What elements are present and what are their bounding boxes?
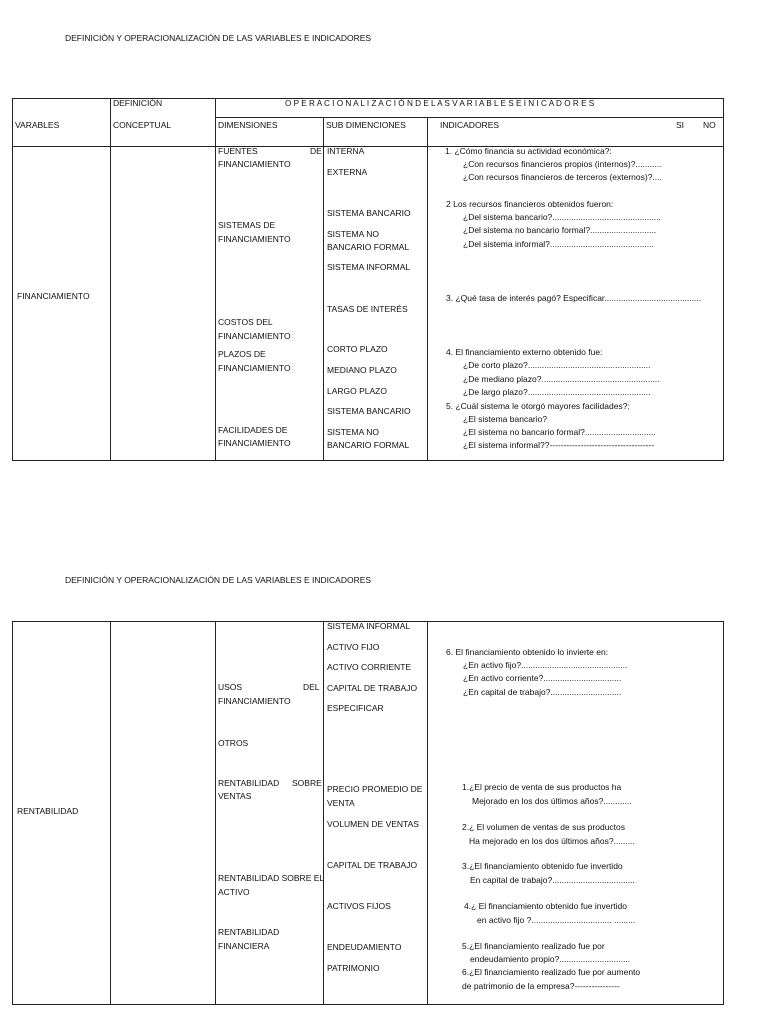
column-divider [427, 621, 428, 1005]
indicator-text: 2 Los recursos financieros obtenidos fueron: [446, 199, 614, 209]
dimension-label: USOS [218, 682, 243, 692]
column-divider [323, 118, 324, 461]
header-variables: VARABLES [15, 120, 60, 130]
dimension-label: FINANCIAMIENTO [218, 159, 291, 169]
indicator-text: 6.¿El financiamiento realizado fue por aumento [462, 967, 641, 977]
subdimension-label: ACTIVO CORRIENTE [327, 662, 412, 672]
row-divider [215, 117, 724, 118]
variable-label: RENTABILIDAD [17, 806, 79, 816]
column-divider [215, 98, 216, 461]
indicator-text: ¿Con recursos financieros de terceros (externos)?.... [463, 172, 662, 182]
indicator-text: ¿El sistema bancario? [463, 414, 548, 424]
indicator-text: 1.¿El precio de venta de sus productos ha [462, 782, 622, 792]
indicator-text: 4. El financiamiento externo obtenido fue: [446, 347, 603, 357]
column-divider [323, 621, 324, 1005]
indicator-text: ¿De largo plazo?.................................................... [463, 387, 651, 397]
column-divider [215, 621, 216, 1005]
indicator-text: ¿El sistema no bancario formal?.............................. [463, 427, 656, 437]
subdimension-label: BANCARIO FORMAL [327, 440, 410, 450]
indicator-text: 5. ¿Cuál sistema le otorgó mayores facilidades?: [446, 401, 630, 411]
indicator-text: Ha mejorado en los dos últimos años?......... [469, 836, 635, 846]
subdimension-label: EXTERNA [327, 167, 368, 177]
subdimension-label: CORTO PLAZO [327, 344, 388, 354]
dimension-label: FINANCIAMIENTO [218, 331, 291, 341]
indicator-text: ¿El sistema informal??------------------------------------- [463, 440, 655, 450]
header-si: SI [676, 120, 685, 130]
header-indicadores: INDICADORES [440, 120, 500, 130]
subdimension-label: VOLUMEN DE VENTAS [327, 819, 419, 829]
subdimension-label: ENDEUDAMIENTO [327, 942, 402, 952]
dimension-label: COSTOS DEL [218, 317, 273, 327]
subdimension-label: SISTEMA INFORMAL [327, 621, 411, 631]
dimension-label: RENTABILIDAD SOBRE EL [218, 873, 325, 883]
column-divider [110, 621, 111, 1005]
page-title: DEFINICIÓN Y OPERACIONALIZACIÓN DE LAS VARIABLES E INDICADORES [65, 575, 372, 585]
header-no: NO [703, 120, 716, 130]
dimension-label: RENTABILIDAD [218, 778, 280, 788]
indicator-text: 3.¿El financiamiento obtenido fue invertido [462, 861, 623, 871]
header-definicion: DEFINICIÓN [113, 98, 163, 108]
indicator-text: 5.¿El financiamiento realizado fue por [462, 941, 605, 951]
dimension-label: FUENTES [218, 146, 258, 156]
page-title: DEFINICIÓN Y OPERACIONALIZACIÓN DE LAS VARIABLES E INDICADORES [65, 33, 372, 43]
subdimension-label: TASAS DE INTERÉS [327, 304, 408, 314]
subdimension-label: LARGO PLAZO [327, 386, 387, 396]
subdimension-label: CAPITAL DE TRABAJO [327, 683, 418, 693]
dimension-label: OTROS [218, 738, 249, 748]
dimension-label: SOBRE [292, 778, 322, 788]
indicator-text: ¿Del sistema informal?............................................ [463, 239, 654, 249]
header-dimensiones: DIMENSIONES [218, 120, 278, 130]
header-operacionalizacion: O P E R A C I O N A L I Z A C I Ó N D E L A S V A R I A B L E S E I N I C A D O R E S [285, 99, 595, 108]
dimension-label: PLAZOS DE [218, 349, 266, 359]
dimension-label: DEL [303, 682, 320, 692]
subdimension-label: INTERNA [327, 146, 365, 156]
subdimension-label: SISTEMA BANCARIO [327, 406, 411, 416]
indicator-text: de patrimonio de la empresa?---------------- [462, 981, 620, 991]
dimension-label: FINANCIERA [218, 941, 270, 951]
dimension-label: DE [310, 146, 322, 156]
dimension-label: VENTAS [218, 791, 252, 801]
indicator-text: ¿En activo fijo?............................................. [463, 660, 628, 670]
subdimension-label: ACTIVOS FIJOS [327, 901, 391, 911]
indicator-text: ¿Del sistema bancario?.............................................. [463, 212, 661, 222]
subdimension-label: CAPITAL DE TRABAJO [327, 860, 418, 870]
dimension-label: SISTEMAS DE [218, 220, 276, 230]
dimension-label: FINANCIAMIENTO [218, 234, 291, 244]
header-conceptual: CONCEPTUAL [113, 120, 172, 130]
header-subdimensiones: SUB DIMENCIONES [326, 120, 406, 130]
indicator-text: endeudamiento propio?.............................. [470, 954, 631, 964]
column-divider [427, 118, 428, 461]
indicator-text: ¿Del sistema no bancario formal?............................ [463, 225, 657, 235]
dimension-label: ACTIVO [218, 887, 250, 897]
subdimension-label: SISTEMA NO [327, 427, 379, 437]
subdimension-label: PRECIO PROMEDIO DE [327, 784, 423, 794]
dimension-label: FINANCIAMIENTO [218, 363, 291, 373]
indicator-text: 1. ¿Cómo financia su actividad económica?: [445, 146, 612, 156]
dimension-label: FINANCIAMIENTO [218, 696, 291, 706]
subdimension-label: ACTIVO FIJO [327, 642, 380, 652]
variable-label: FINANCIAMIENTO [17, 291, 90, 301]
indicator-text: 3. ¿Qué tasa de interés pagó? Especificar......................................... [446, 293, 702, 303]
indicator-text: ¿De mediano plazo?.................................................. [463, 374, 660, 384]
indicator-text: ¿De corto plazo?.................................................... [463, 360, 651, 370]
indicator-text: ¿En capital de trabajo?.............................. [463, 687, 622, 697]
indicator-text: 6. El financiamiento obtenido lo invierte en: [446, 647, 609, 657]
subdimension-label: SISTEMA NO [327, 229, 379, 239]
column-divider [110, 98, 111, 461]
indicator-text: En capital de trabajo?................................... [470, 875, 635, 885]
row-divider [12, 146, 724, 147]
dimension-label: FINANCIAMIENTO [218, 438, 291, 448]
subdimension-label: MEDIANO PLAZO [327, 365, 397, 375]
indicator-text: 2.¿ El volumen de ventas de sus productos [462, 822, 626, 832]
dimension-label: FACILIDADES DE [218, 425, 288, 435]
indicator-text: ¿Con recursos financieros propios (internos)?........... [463, 159, 662, 169]
dimension-label: RENTABILIDAD [218, 927, 280, 937]
indicator-text: 4.¿ El financiamiento obtenido fue invertido [464, 901, 628, 911]
subdimension-label: ESPECIFICAR [327, 703, 384, 713]
subdimension-label: SISTEMA BANCARIO [327, 208, 411, 218]
subdimension-label: BANCARIO FORMAL [327, 242, 410, 252]
subdimension-label: SISTEMA INFORMAL [327, 262, 411, 272]
indicator-text: Mejorado en los dos últimos años?............ [472, 796, 632, 806]
subdimension-label: VENTA [327, 798, 355, 808]
indicator-text: ¿En activo corriente?................................. [463, 673, 622, 683]
indicator-text: en activo fijo ?.................................. ......... [477, 915, 636, 925]
subdimension-label: PATRIMONIO [327, 963, 380, 973]
